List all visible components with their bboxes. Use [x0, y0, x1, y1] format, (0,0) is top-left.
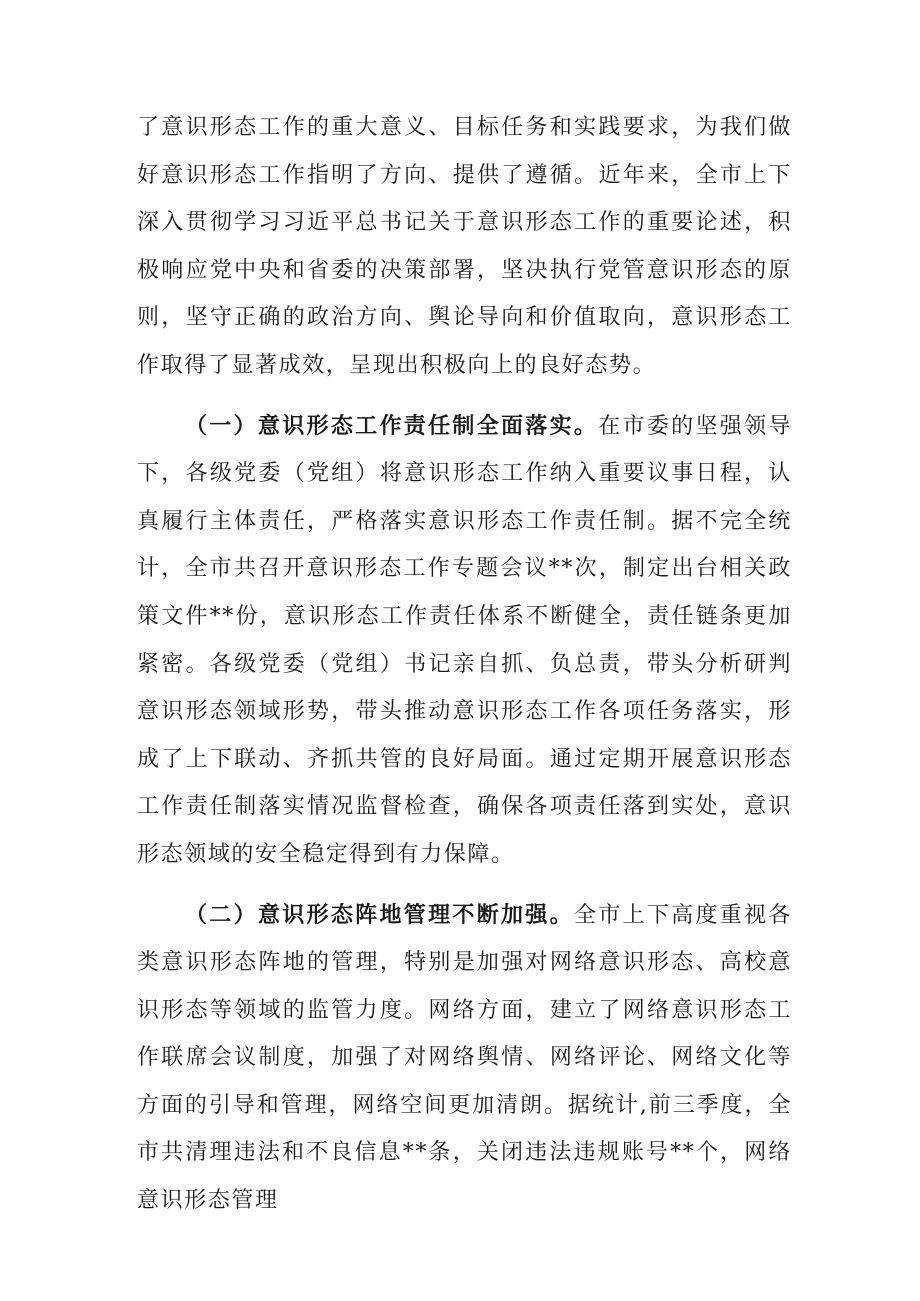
- paragraph-section-1: [137, 403, 792, 879]
- section-heading: （二）意识形态阵地管理不断加强。: [185, 901, 574, 928]
- paragraph-section-2: [137, 892, 792, 1225]
- section-heading: （一）意识形态工作责任制全面落实。: [185, 412, 599, 439]
- paragraph-text: 全市上下高度重视各类意识形态阵地的管理，特别是加强对网络意识形态、高校意识形态等领域的监管力度。网络方面，建立了网络意识形态工作联席会议制度，加强了对网络舆情、网络评论、网络文化等方面的引导和管理，网络空间更加清朗。据统计,前三季度，全市共清理违法和不良信息**条，关闭违法违规账号**个，网络意识形态管理: [137, 902, 792, 1214]
- paragraph-intro: [137, 104, 792, 390]
- paragraph-text: 了意识形态工作的重大意义、目标任务和实践要求，为我们做好意识形态工作指明了方向、提供了遵循。近年来，全市上下深入贯彻学习习近平总书记关于意识形态工作的重要论述，积极响应党中央和省委的决策部署，坚决执行党管意识形态的原则，坚守正确的政治方向、舆论导向和价值取向，意识形态工作取得了显著成效，呈现出积极向上的良好态势。: [137, 115, 792, 378]
- paragraph-text: 在市委的坚强领导下，各级党委（党组）将意识形态工作纳入重要议事日程，认真履行主体责任，严格落实意识形态工作责任制。据不完全统计，全市共召开意识形态工作专题会议**次，制定出台相关政策文件**份，意识形态工作责任体系不断健全，责任链条更加紧密。各级党委（党组）书记亲自抓、负总责，带头分析研判意识形态领域形势，带头推动意识形态工作各项任务落实，形成了上下联动、齐抓共管的良好局面。通过定期开展意识形态工作责任制落实情况监督检查，确保各项责任落到实处，意识形态领域的安全稳定得到有力保障。: [137, 413, 792, 867]
- document-body: [137, 104, 792, 1225]
